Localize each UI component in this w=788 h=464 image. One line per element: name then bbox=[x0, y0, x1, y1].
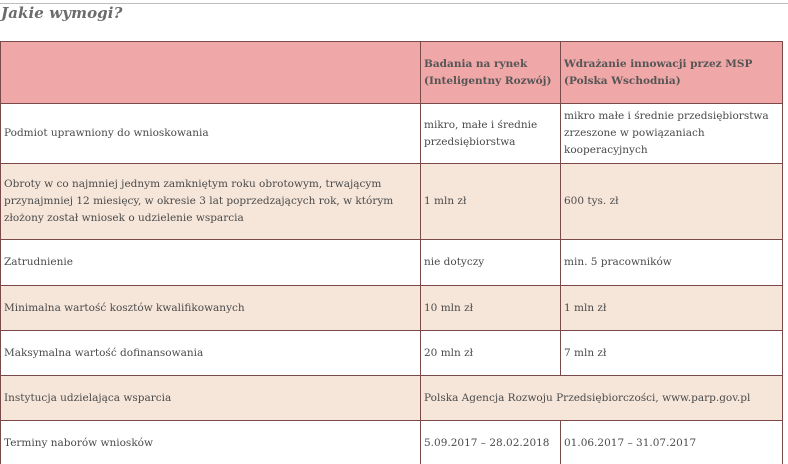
table-row bbox=[1, 376, 783, 421]
table-row bbox=[1, 286, 783, 331]
table-header-row bbox=[1, 42, 783, 104]
requirements-table bbox=[0, 41, 783, 464]
cell-wdrazanie: 7 mln zł bbox=[561, 331, 783, 376]
header-cell-wdrazanie: Wdrażanie innowacji przez MSP (Polska Wschodnia) bbox=[561, 42, 783, 104]
cell-wdrazanie: mikro małe i średnie przedsiębiorstwa zrzeszone w powiązaniach kooperacyjnych bbox=[561, 104, 783, 164]
cell-merged-institution: Polska Agencja Rozwoju Przedsiębiorczości, www.parp.gov.pl bbox=[421, 376, 783, 421]
cell-wdrazanie: min. 5 pracowników bbox=[561, 240, 783, 286]
cell-wdrazanie: 1 mln zł bbox=[561, 286, 783, 331]
cell-wdrazanie: 600 tys. zł bbox=[561, 164, 783, 240]
table-row bbox=[1, 104, 783, 164]
cell-wdrazanie: 01.06.2017 – 31.07.2017 bbox=[561, 421, 783, 464]
cell-badania: 5.09.2017 – 28.02.2018 bbox=[421, 421, 561, 464]
row-label: Obroty w co najmniej jednym zamkniętym roku obrotowym, trwającym przynajmniej 12 miesięcy, w okresie 3 lat poprzedzających rok, w którym złożony został wniosek o udzielenie wsparcia bbox=[1, 164, 421, 240]
cell-badania: 20 mln zł bbox=[421, 331, 561, 376]
table-row bbox=[1, 164, 783, 240]
row-label: Terminy naborów wniosków bbox=[1, 421, 421, 464]
cell-badania: 10 mln zł bbox=[421, 286, 561, 331]
table-row bbox=[1, 331, 783, 376]
table-row bbox=[1, 421, 783, 464]
cell-badania: 1 mln zł bbox=[421, 164, 561, 240]
row-label: Zatrudnienie bbox=[1, 240, 421, 286]
header-cell-empty bbox=[1, 42, 421, 104]
cell-badania: mikro, małe i średnie przedsiębiorstwa bbox=[421, 104, 561, 164]
cell-badania: nie dotyczy bbox=[421, 240, 561, 286]
row-label: Minimalna wartość kosztów kwalifikowanych bbox=[1, 286, 421, 331]
section-heading: Jakie wymogi? bbox=[1, 4, 123, 22]
table-row bbox=[1, 240, 783, 286]
header-cell-badania: Badania na rynek (Inteligentny Rozwój) bbox=[421, 42, 561, 104]
row-label: Instytucja udzielająca wsparcia bbox=[1, 376, 421, 421]
row-label: Maksymalna wartość dofinansowania bbox=[1, 331, 421, 376]
row-label: Podmiot uprawniony do wnioskowania bbox=[1, 104, 421, 164]
